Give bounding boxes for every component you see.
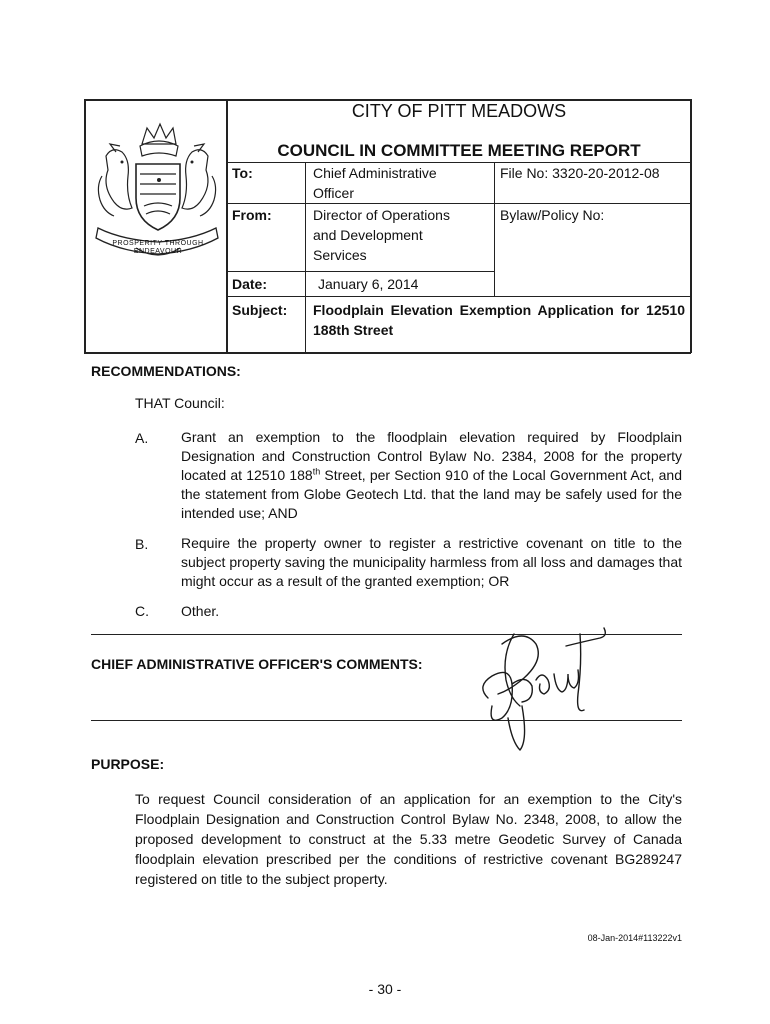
table-bottom-border — [84, 352, 691, 354]
purpose-heading: PURPOSE: — [91, 756, 165, 772]
col-label-divider — [305, 162, 306, 353]
row-from-top — [226, 203, 691, 204]
subject-value: Floodplain Elevation Exemption Application for 12510 188th Street — [313, 302, 685, 338]
item-a-letter: A. — [135, 430, 149, 446]
table-left-border — [84, 99, 86, 353]
item-a-text-post: Street, per Section 910 of the Local Government Act, and the statement from Globe Geotech Ltd. that the land may be safely used for the intended use; AND — [181, 467, 682, 521]
signature-icon — [462, 614, 612, 754]
item-c-letter: C. — [135, 603, 149, 619]
item-b-text: Require the property owner to register a restrictive covenant on title to the subject property saving the municipality harmless from all loss and damages that might occur as a result of the granted exemption; OR — [181, 535, 682, 589]
row-subject-top — [226, 296, 691, 297]
page-number: - 30 - — [368, 981, 402, 997]
subject-label: Subject: — [232, 302, 288, 318]
signature — [462, 614, 612, 754]
recommendations-intro: THAT Council: — [135, 395, 225, 411]
item-a-text — [181, 428, 682, 523]
recommendations-heading: RECOMMENDATIONS: — [91, 363, 241, 379]
col-file-divider — [494, 162, 495, 297]
file-number: File No: 3320-20-2012-08 — [500, 165, 660, 181]
date-label: Date: — [232, 276, 268, 292]
item-c-text: Other. — [181, 603, 220, 619]
report-title: COUNCIL IN COMMITTEE MEETING REPORT — [277, 141, 641, 160]
row-date-top — [226, 271, 495, 272]
item-a-text-pre: Grant an exemption to the floodplain elevation required by Floodplain Designation and Construction Control Bylaw No. 2384, 2008 for the property located at 12510 188 — [181, 429, 682, 483]
table-right-border — [690, 99, 692, 353]
document-reference: 08-Jan-2014#113222v1 — [587, 933, 682, 943]
to-value: Chief Administrative Officer — [313, 165, 437, 201]
city-crest — [92, 116, 222, 266]
bylaw-label: Bylaw/Policy No: — [500, 207, 605, 223]
org-name: CITY OF PITT MEADOWS — [351, 101, 567, 121]
date-value: January 6, 2014 — [318, 276, 419, 292]
cao-heading: CHIEF ADMINISTRATIVE OFFICER'S COMMENTS: — [91, 656, 423, 672]
purpose-text: To request Council consideration of an application for an exemption to the City's Floodplain Designation and Construction Control Bylaw No. 2348, 2008, to allow the proposed development to construct at the 5.33 metre Geodetic Survey of Canada floodplain elevation prescribed per the conditions of restrictive covenant BG289247 registered on title to the subject property. — [135, 791, 682, 887]
item-a-superscript: th — [312, 466, 321, 477]
crest-divider — [226, 99, 228, 353]
from-value: Director of Operations and Development Services — [313, 207, 450, 263]
from-label: From: — [232, 207, 272, 223]
to-label: To: — [232, 165, 253, 181]
item-b-letter: B. — [135, 536, 149, 552]
crest-motto: PROSPERITY THROUGH ENDEAVOUR — [112, 240, 204, 255]
